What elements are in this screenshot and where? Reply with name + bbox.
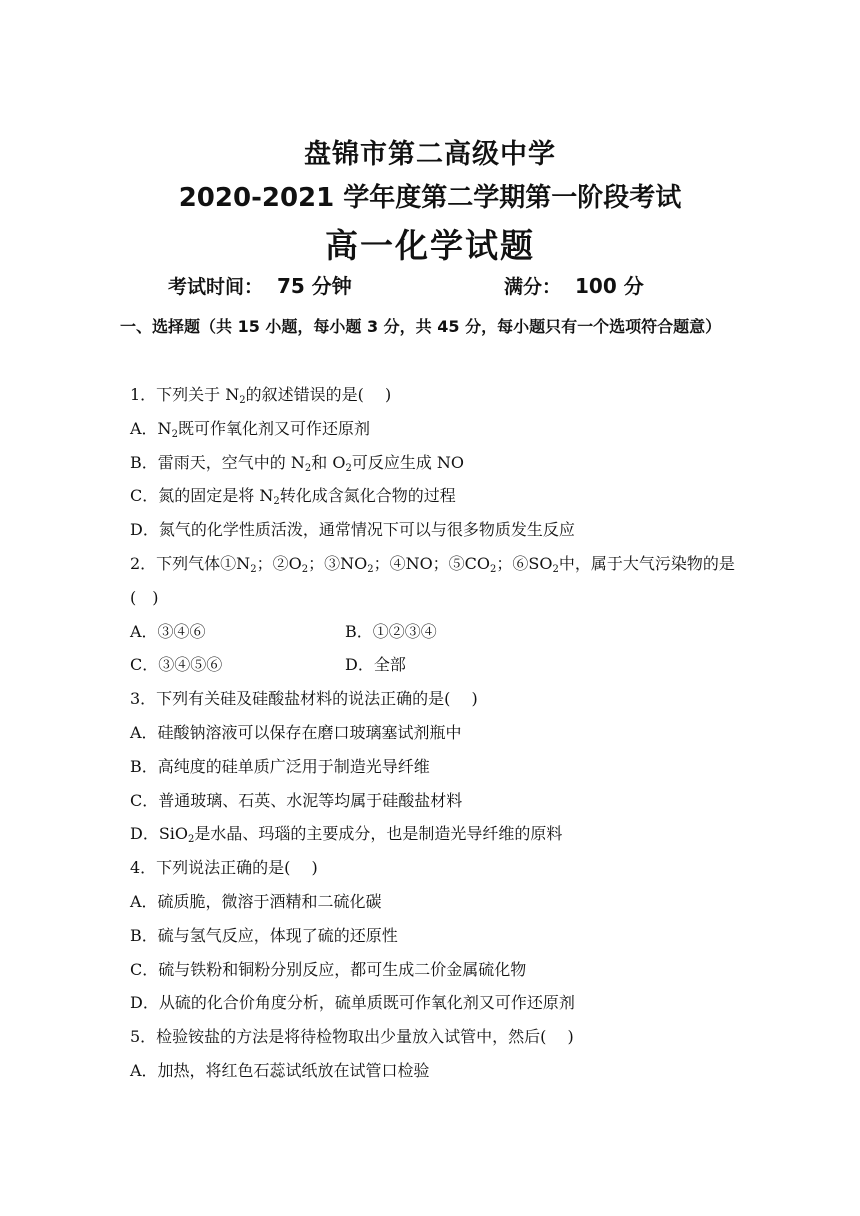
question-1-option-b: B．雷雨天，空气中的 $N_2$和 $O_2$可反应生成 NO bbox=[130, 452, 465, 474]
question-3-option-d: D．SiO$_2$是水晶、玛瑙的主要成分，也是制造光导纤维的原料 bbox=[130, 824, 563, 846]
question-1-option-c: C．氮的固定是将 $N_2$转化成含氮化合物的过程 bbox=[130, 486, 456, 508]
question-2-options-cd bbox=[130, 648, 750, 682]
question-1-stem: 1．下列关于 $N_2$的叙述错误的是( ) bbox=[130, 385, 392, 406]
question-4-option-c: C．硫与铁粉和铜粉分别反应，都可生成二价金属硫化物 bbox=[130, 959, 527, 979]
question-2-option-a: A．③④⑥ bbox=[130, 621, 206, 641]
subject-title: 高一化学试题 bbox=[325, 226, 535, 265]
exam-time: 考试时间： 75 分钟 bbox=[168, 274, 352, 298]
question-list bbox=[130, 378, 750, 1088]
question-3-option-a: A．硅酸钠溶液可以保存在磨口玻璃塞试剂瓶中 bbox=[130, 722, 462, 742]
question-1-option-a: A．$N_2$既可作氧化剂又可作还原剂 bbox=[130, 418, 370, 440]
question-2-option-b: B．①②③④ bbox=[345, 621, 437, 641]
school-name: 盘锦市第二高级中学 bbox=[304, 139, 556, 170]
question-3-option-b: B．高纯度的硅单质广泛用于制造光导纤维 bbox=[130, 756, 430, 776]
question-4-option-b: B．硫与氢气反应，体现了硫的还原性 bbox=[130, 925, 398, 945]
question-1-option-d: D．氮气的化学性质活泼，通常情况下可以与很多物质发生反应 bbox=[130, 520, 575, 540]
exam-title: 2020-2021 学年度第二学期第一阶段考试 bbox=[178, 183, 682, 213]
question-2-option-c: C．③④⑤⑥ bbox=[130, 655, 223, 675]
question-2-options-ab bbox=[130, 615, 750, 649]
question-3-stem: 3．下列有关硅及硅酸盐材料的说法正确的是( ) bbox=[130, 689, 478, 709]
question-4-stem: 4．下列说法正确的是( ) bbox=[130, 858, 318, 878]
question-3-option-c: C．普通玻璃、石英、水泥等均属于硅酸盐材料 bbox=[130, 790, 463, 810]
question-5-option-a: A．加热，将红色石蕊试纸放在试管口检验 bbox=[130, 1060, 430, 1080]
question-2-option-d: D．全部 bbox=[345, 655, 406, 675]
question-2-stem: 2．下列气体$①N_2$；$②O_2$；$③NO_2$；④NO；$⑤CO_2$；$⑥SO_2$中，属于大气污染物的是 bbox=[130, 553, 735, 575]
question-2-stem-continued: ( ) bbox=[130, 587, 159, 607]
question-5-stem: 5．检验铵盐的方法是将待检物取出少量放入试管中，然后( ) bbox=[130, 1027, 574, 1047]
section-heading: 一、选择题（共 15 小题，每小题 3 分，共 45 分，每小题只有一个选项符合题意） bbox=[120, 317, 722, 336]
question-4-option-d: D．从硫的化合价角度分析，硫单质既可作氧化剂又可作还原剂 bbox=[130, 993, 575, 1013]
question-4-option-a: A．硫质脆，微溶于酒精和二硫化碳 bbox=[130, 891, 382, 911]
full-score: 满分： 100 分 bbox=[504, 274, 644, 298]
